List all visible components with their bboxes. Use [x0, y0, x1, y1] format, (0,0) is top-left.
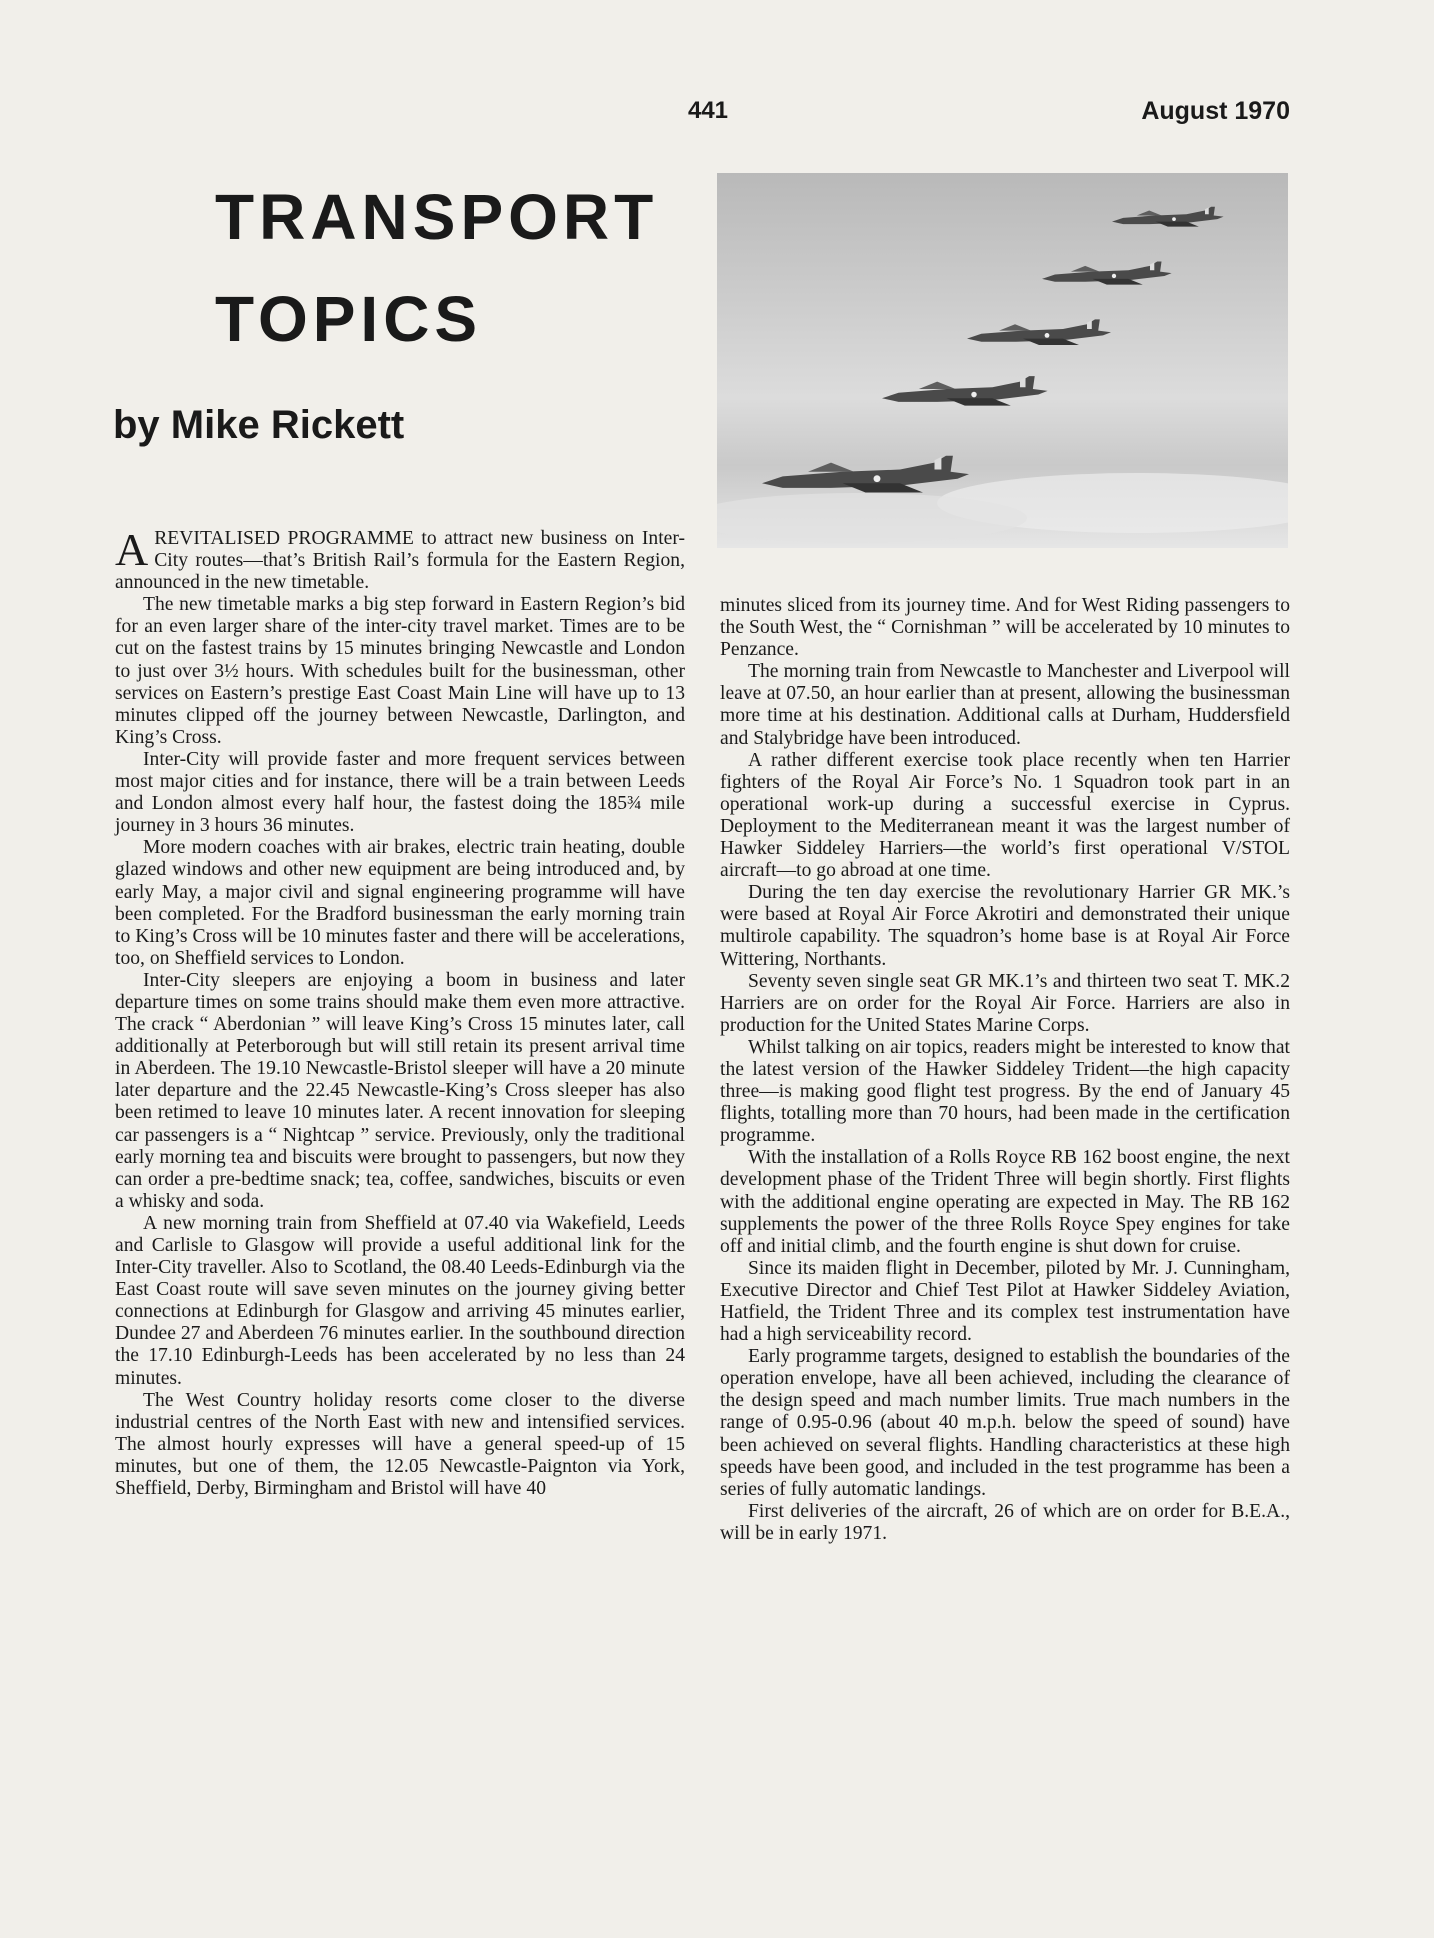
- paragraph: The West Country holiday resorts come closer to the diverse industrial centres of the North East with new and intensified services. The almost hourly expresses will have a general speed-up of 15 minutes, but one of them, the 12.05 Newcastle-Paignton via York, Sheffield, Derby, Birmingham and Bristol will have 40: [115, 1389, 685, 1500]
- paragraph: More modern coaches with air brakes, electric train heating, double glazed windows and other new equipment are being introduced and, by early May, a major civil and signal engineering programme will have been completed. For the Bradford businessman the early morning train to King’s Cross will be 10 minutes faster and there will be accelerations, too, on Sheffield services to London.: [115, 837, 685, 969]
- column-right: [720, 595, 1290, 1545]
- harrier-formation-illustration: [717, 173, 1288, 548]
- paragraph: Inter-City sleepers are enjoying a boom in business and later departure times on some trains should make them even more attractive. The crack “ Aberdonian ” will leave King’s Cross 15 minutes later, call additionally at Peterborough but will still retain its present arrival time in Aberdeen. The 19.10 Newcastle-Bristol sleeper will have a 20 minute later departure and the 22.45 Newcastle-King’s Cross sleeper has also been retimed to leave 10 minutes later. A recent innovation for sleeping car passengers is a “ Nightcap ” service. Previously, only the traditional early morning tea and biscuits were brought to passengers, but now they can order a pre-bedtime snack; tea, coffee, sandwiches, biscuits or even a whisky and soda.: [115, 969, 685, 1212]
- paragraph: Early programme targets, designed to establish the boundaries of the operation envelope, have all been achieved, including the clearance of the design speed and mach number limits. True mach numbers in the range of 0.95-0.96 (about 40 m.p.h. below the speed of sound) have been achieved on several flights. Handling characteristics at these high speeds have been good, and included in the test programme has been a series of fully automatic landings.: [720, 1346, 1290, 1500]
- paragraph: A rather different exercise took place recently when ten Harrier fighters of the Royal Air Force’s No. 1 Squadron took part in an operational work-up during a successful exercise in Cyprus. Deployment to the Mediterranean meant it was the largest number of Hawker Siddeley Harriers—the world’s first operational V/STOL aircraft—to go abroad at one time.: [720, 749, 1290, 882]
- paragraph: Since its maiden flight in December, piloted by Mr. J. Cunningham, Executive Director and Chief Test Pilot at Hawker Siddeley Aviation, Hatfield, the Trident Three and its complex test instrumentation have had a high serviceability record.: [720, 1257, 1290, 1346]
- article-title-line-2: TOPICS: [215, 283, 483, 355]
- lead-paragraph: [115, 524, 685, 594]
- paragraph: During the ten day exercise the revolutionary Harrier GR MK.’s were based at Royal Air Force Akrotiri and demonstrated their unique multirole capability. The squadron’s home base is at Royal Air Force Wittering, Northants.: [720, 882, 1290, 970]
- paragraph: Inter-City will provide faster and more frequent services between most major cities and for instance, there will be a train between Leeds and London almost every half hour, the fastest doing the 185¾ mile journey in 3 hours 36 minutes.: [115, 748, 685, 837]
- byline: by Mike Rickett: [113, 403, 405, 447]
- column-left: [115, 524, 685, 1500]
- drop-cap: A: [115, 524, 149, 575]
- harrier-formation-photo: [717, 173, 1288, 548]
- paragraph: A new morning train from Sheffield at 07.40 via Wakefield, Leeds and Carlisle to Glasgow will provide a useful additional link for the Inter-City traveller. Also to Scotland, the 08.40 Leeds-Edinburgh via the East Coast route will save seven minutes on the journey giving better connections at Edinburgh for Glasgow and arriving 45 minutes earlier, Dundee 27 and Aberdeen 76 minutes earlier. In the southbound direction the 17.10 Edinburgh-Leeds has been accelerated by no less than 24 minutes.: [115, 1212, 685, 1389]
- paragraph: Whilst talking on air topics, readers might be interested to know that the latest version of the Hawker Siddeley Trident—the high capacity three—is making good flight test progress. By the end of January 45 flights, totalling more than 70 hours, had been made in the certification programme.: [720, 1036, 1290, 1147]
- continued-paragraph: minutes sliced from its journey time. And for West Riding passengers to the South West, the “ Cornishman ” will be accelerated by 10 minutes to Penzance.: [720, 595, 1290, 661]
- paragraph: With the installation of a Rolls Royce RB 162 boost engine, the next development phase of the Trident Three will begin shortly. First flights with the additional engine operating are expected in May. The RB 162 supplements the power of the three Rolls Royce Spey engines for take off and initial climb, and the fourth engine is shut down for cruise.: [720, 1147, 1290, 1257]
- article-title: [215, 166, 715, 370]
- paragraph: Seventy seven single seat GR MK.1’s and thirteen two seat T. MK.2 Harriers are on order for the Royal Air Force. Harriers are also in production for the United States Marine Corps.: [720, 970, 1290, 1036]
- issue-date: August 1970: [1141, 97, 1290, 125]
- page-number: 441: [687, 97, 729, 124]
- lead-paragraph-text: REVITALISED PROGRAMME to attract new business on Inter-City routes—that’s British Rail’s formula for the Eastern Region, announced in the new timetable.: [115, 528, 685, 594]
- article-title-line-1: TRANSPORT: [215, 181, 659, 253]
- paragraph: The new timetable marks a big step forward in Eastern Region’s bid for an even larger share of the inter-city travel market. Times are to be cut on the fastest trains by 15 minutes bringing Newcastle and London to just over 3½ hours. With schedules built for the businessman, other services on Eastern’s prestige East Coast Main Line will have up to 13 minutes clipped off the journey between Newcastle, Darlington, and King’s Cross.: [115, 594, 685, 748]
- paragraph: The morning train from Newcastle to Manchester and Liverpool will leave at 07.50, an hour earlier than at present, allowing the businessman more time at his destination. Additional calls at Durham, Huddersfield and Stalybridge have been introduced.: [720, 661, 1290, 749]
- paragraph: First deliveries of the aircraft, 26 of which are on order for B.E.A., will be in early 1971.: [720, 1500, 1290, 1544]
